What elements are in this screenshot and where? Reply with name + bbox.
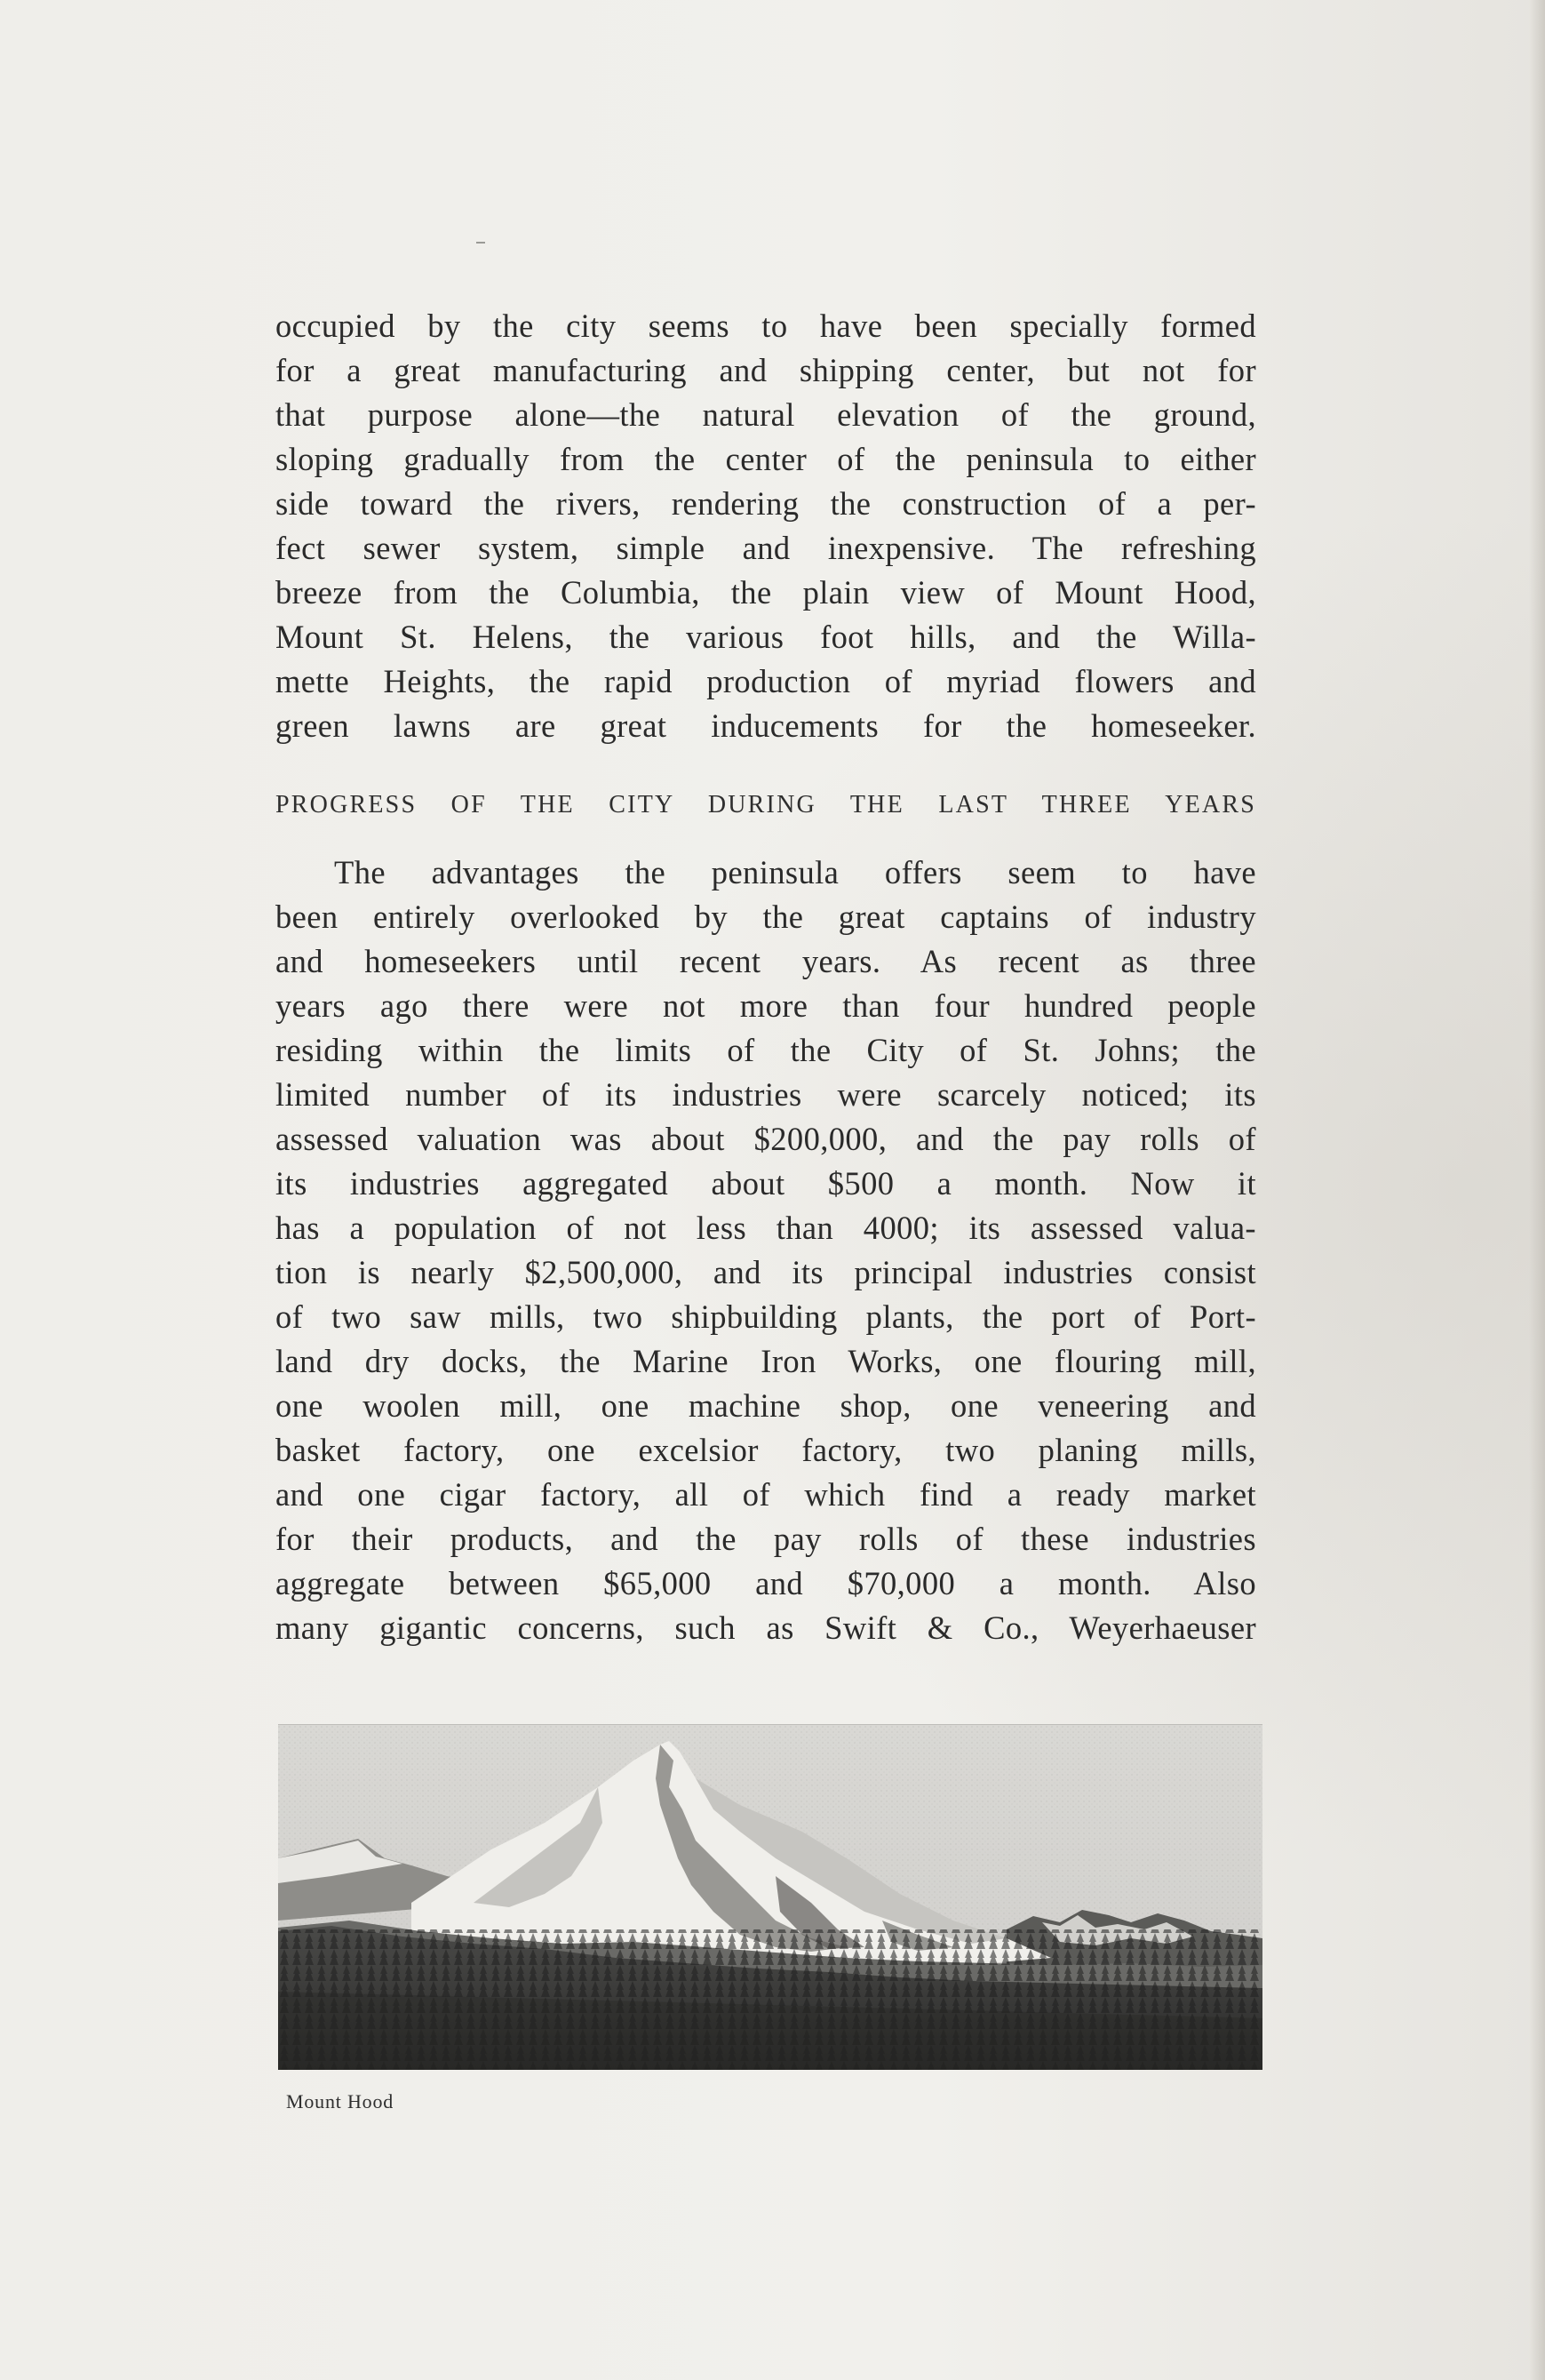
text-line: of two saw mills, two shipbuilding plants, the port of Port- xyxy=(275,1298,1256,1335)
text-line: limited number of its industries were scarcely noticed; its xyxy=(275,1076,1256,1113)
text-line: occupied by the city seems to have been specially formed xyxy=(275,307,1256,344)
text-line: for a great manufacturing and shipping center, but not for xyxy=(275,352,1256,388)
photo-caption: Mount Hood xyxy=(286,2090,394,2112)
page-edge-shadow xyxy=(1529,0,1545,2380)
text-line: Mount St. Helens, the various foot hills, and the Willa- xyxy=(275,619,1256,655)
text-line: and homeseekers until recent years. As recent as three xyxy=(275,943,1256,979)
text-line: mette Heights, the rapid production of myriad flowers and xyxy=(275,663,1256,699)
text-line: assessed valuation was about $200,000, and the pay rolls of xyxy=(275,1121,1256,1157)
page-mark xyxy=(476,242,485,244)
text-line: side toward the rivers, rendering the construction of a per- xyxy=(275,485,1256,522)
text-line: been entirely overlooked by the great captains of industry xyxy=(275,898,1256,935)
text-line: fect sewer system, simple and inexpensive. The refreshing xyxy=(275,530,1256,566)
text-line: years ago there were not more than four hundred people xyxy=(275,987,1256,1024)
text-line: tion is nearly $2,500,000, and its principal industries consist xyxy=(275,1254,1256,1290)
text-line: for their products, and the pay rolls of these industries xyxy=(275,1521,1256,1557)
text-line: breeze from the Columbia, the plain view of Mount Hood, xyxy=(275,574,1256,611)
text-line: and one cigar factory, all of which find a ready market xyxy=(275,1476,1256,1513)
section-heading: PROGRESS OF THE CITY DURING THE LAST THREE YEARS xyxy=(275,791,1256,819)
text-line: sloping gradually from the center of the peninsula to either xyxy=(275,441,1256,477)
text-line: has a population of not less than 4000; its assessed valua- xyxy=(275,1210,1256,1246)
text-line: one woolen mill, one machine shop, one veneering and xyxy=(275,1387,1256,1424)
text-line: green lawns are great inducements for the homeseeker. xyxy=(275,707,1256,744)
body-paragraph-1 xyxy=(275,304,1256,748)
text-line: that purpose alone—the natural elevation of the ground, xyxy=(275,396,1256,433)
text-line: land dry docks, the Marine Iron Works, one flouring mill, xyxy=(275,1343,1256,1379)
text-line: aggregate between $65,000 and $70,000 a month. Also xyxy=(275,1565,1256,1601)
text-line: its industries aggregated about $500 a month. Now it xyxy=(275,1165,1256,1202)
text-line: residing within the limits of the City of St. Johns; the xyxy=(275,1032,1256,1068)
text-line: basket factory, one excelsior factory, two planing mills, xyxy=(275,1432,1256,1468)
text-line: The advantages the peninsula offers seem to have xyxy=(334,854,1256,891)
body-paragraph-2 xyxy=(275,851,1256,1650)
text-line: many gigantic concerns, such as Swift & Co., Weyerhaeuser xyxy=(275,1609,1256,1646)
mount-hood-photo xyxy=(278,1724,1262,2070)
